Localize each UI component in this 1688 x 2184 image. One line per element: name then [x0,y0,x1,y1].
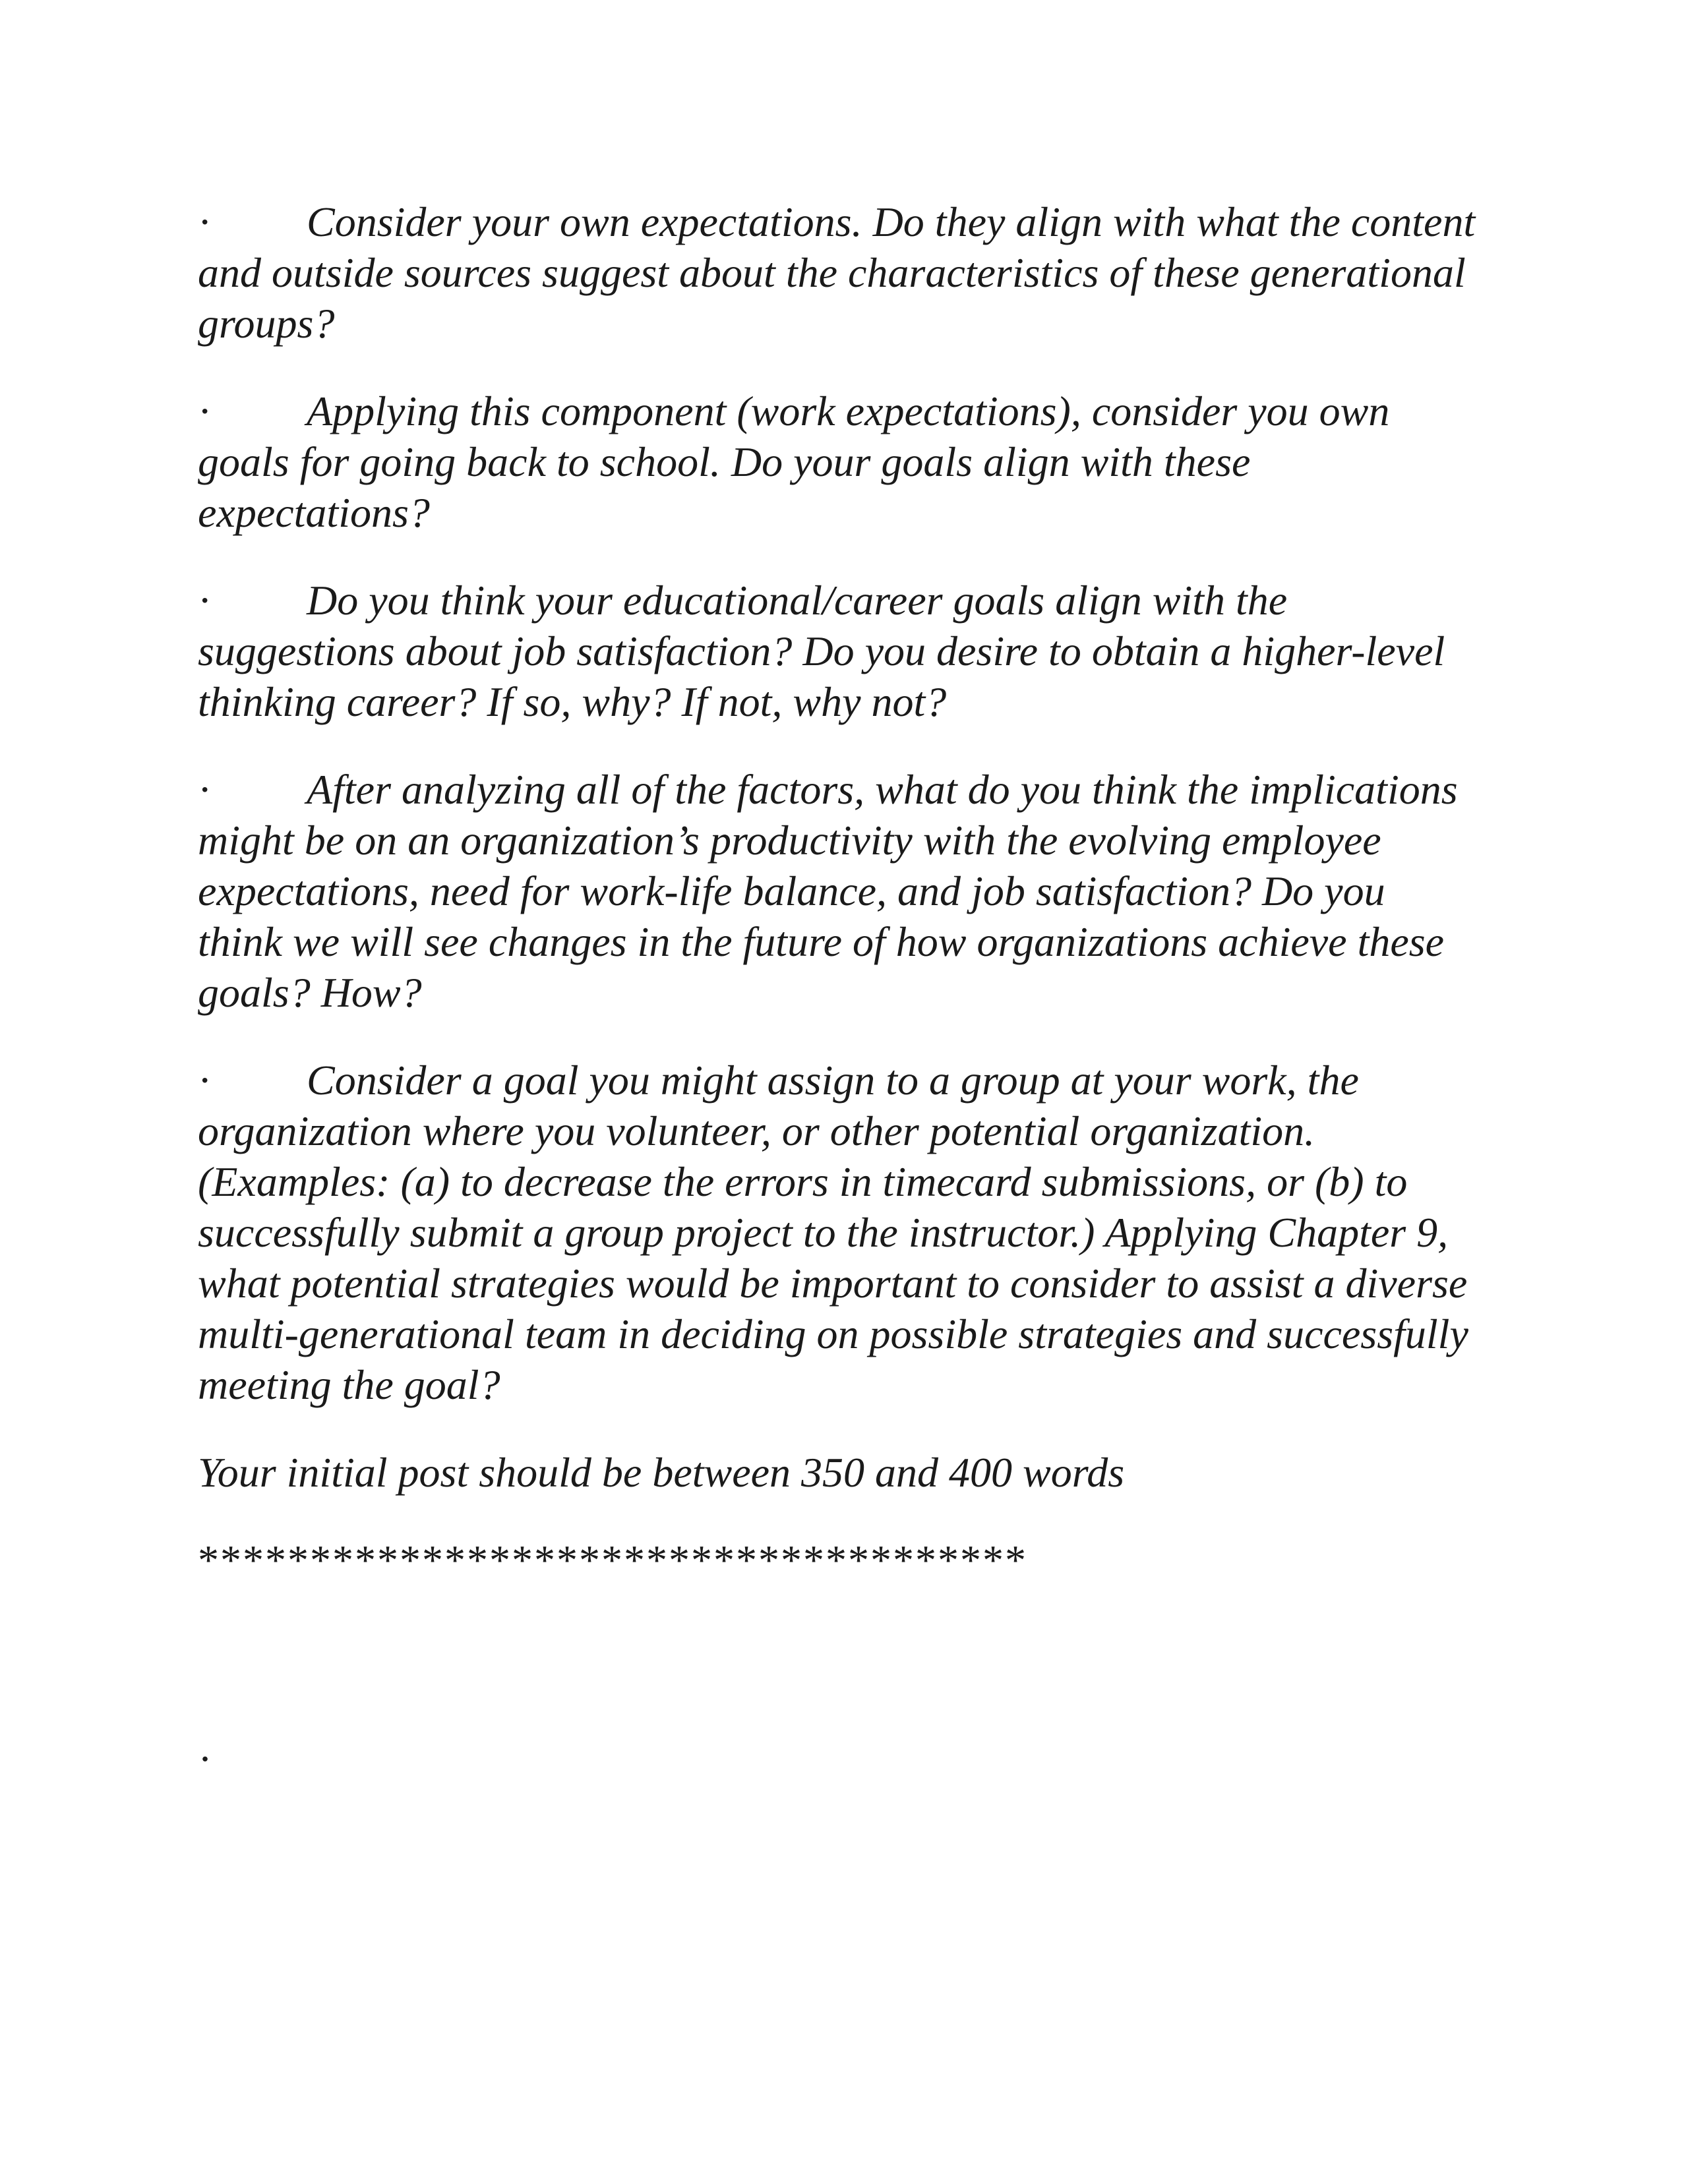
paragraph-first-line: Consider your own expectations. Do they align with what the [307,198,1341,245]
paragraph-first-line: Do you think your educational/career goals align with the [307,577,1288,624]
bullet-icon: · [198,577,212,624]
trailing-dot: . [200,1723,210,1770]
bullet-icon: · [198,198,212,245]
list-item [198,196,1477,349]
paragraph-text: goals for going back to school. Do your goals align with these expectations? [198,438,1251,536]
paragraph-first-line: Consider a goal you might assign to a group at your work, the [307,1057,1359,1104]
list-item [198,764,1477,1018]
paragraph-text: suggestions about job satisfaction? Do you desire to obtain a higher-level thinking career? If so, why? If not, why not? [198,628,1445,725]
paragraph-first-line: Applying this component (work expectations), consider you own [307,388,1390,434]
document-body [198,196,1477,1585]
list-item [198,1055,1477,1410]
paragraph-text: organization where you volunteer, or other potential organization. (Examples: (a) to decrease the errors in timecard submissions, or (b) to successfully submit a group project to the instructor.) Applying Chapter 9, what potential strategies would be important to consider to assist a diverse multi-generational team in deciding on possible strategies and successfully meeting the goal? [198,1107,1468,1408]
bullet-icon: · [198,388,212,434]
bullet-icon: · [198,766,212,813]
paragraph-text: implications might be on an organization’s productivity with the evolving employee expectations, need for work-life balance, and job satisfaction? Do you think we will see changes in the future of how organizations achieve these goals? How? [198,766,1458,1016]
bullet-icon: · [198,1057,212,1104]
list-item [198,575,1477,727]
paragraph-first-line: After analyzing all of the factors, what do you think the [307,766,1239,813]
list-item [198,386,1477,538]
word-count-note: Your initial post should be between 350 and 400 words [198,1449,1125,1496]
paragraph-text: content and outside sources suggest about the characteristics of these generational groups? [198,198,1476,347]
separator-line: ************************************* [198,1537,1027,1583]
